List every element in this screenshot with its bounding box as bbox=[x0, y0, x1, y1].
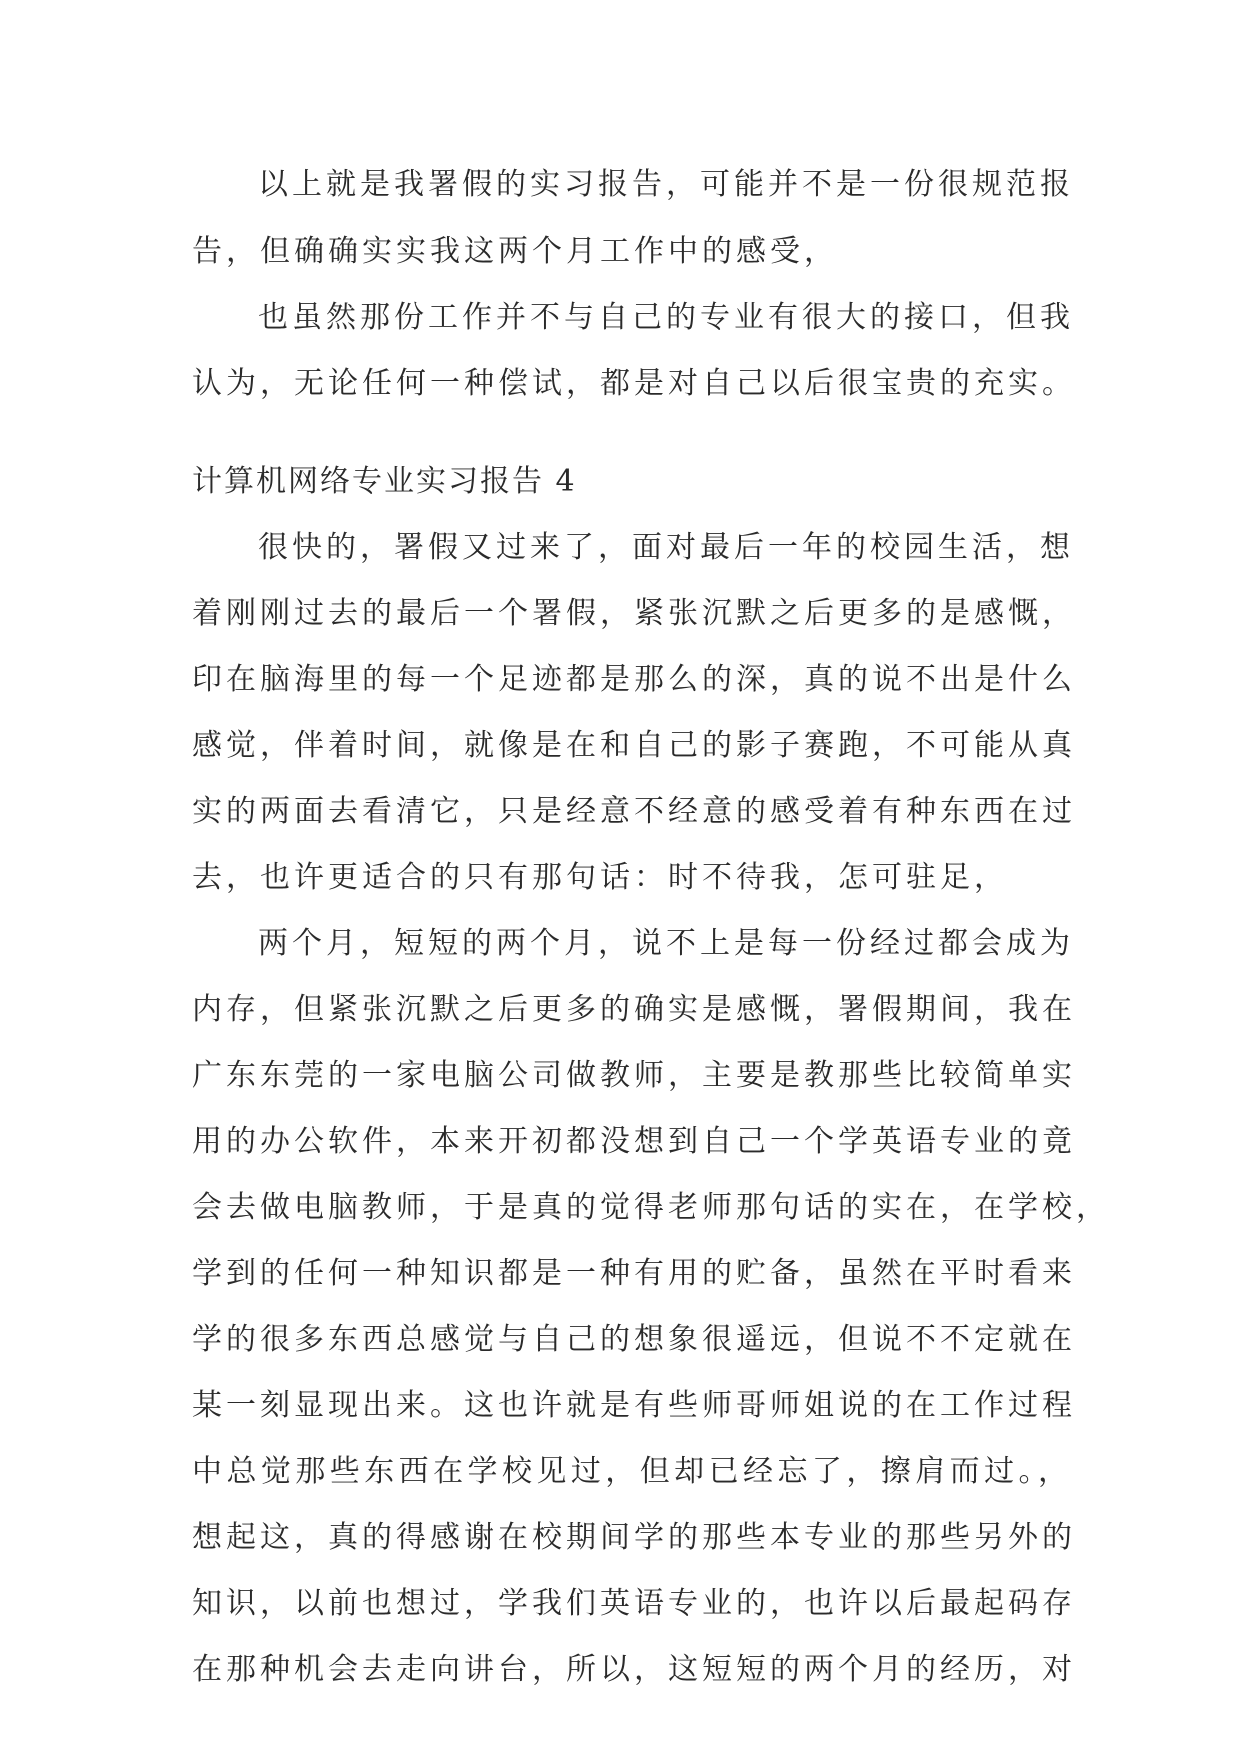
paragraph-line: 广东东莞的一家电脑公司做教师，主要是教那些比较简单实 bbox=[192, 1058, 1076, 1093]
paragraph-line: 学到的任何一种知识都是一种有用的贮备，虽然在平时看来 bbox=[192, 1256, 1076, 1291]
paragraph-line: 会去做电脑教师，于是真的觉得老师那句话的实在，在学校， bbox=[192, 1190, 1110, 1225]
paragraph-line: 感觉，伴着时间，就像是在和自己的影子赛跑，不可能从真 bbox=[192, 728, 1076, 763]
paragraph-line: 想起这，真的得感谢在校期间学的那些本专业的那些另外的 bbox=[192, 1520, 1076, 1555]
paragraph-line: 学的很多东西总感觉与自己的想象很遥远，但说不不定就在 bbox=[192, 1322, 1076, 1357]
paragraph-line: 在那种机会去走向讲台，所以，这短短的两个月的经历，对 bbox=[192, 1652, 1076, 1687]
section-heading: 计算机网络专业实习报告 4 bbox=[192, 464, 577, 499]
paragraph-line: 实的两面去看清它，只是经意不经意的感受着有种东西在过 bbox=[192, 794, 1076, 829]
paragraph-line: 以上就是我署假的实习报告，可能并不是一份很规范报 bbox=[258, 167, 1074, 202]
paragraph-line: 很快的，署假又过来了，面对最后一年的校园生活，想 bbox=[258, 530, 1074, 565]
paragraph-line: 中总觉那些东西在学校见过，但却已经忘了，擦肩而过。， bbox=[192, 1454, 1072, 1489]
paragraph-line: 着刚刚过去的最后一个署假，紧张沉默之后更多的是感慨， bbox=[192, 596, 1076, 631]
paragraph-line: 去，也许更适合的只有那句话：时不待我，怎可驻足， bbox=[192, 860, 1008, 895]
paragraph-line: 印在脑海里的每一个足迹都是那么的深，真的说不出是什么 bbox=[192, 662, 1076, 697]
paragraph-line: 两个月，短短的两个月，说不上是每一份经过都会成为 bbox=[258, 926, 1074, 961]
paragraph-line: 认为，无论任何一种偿试，都是对自己以后很宝贵的充实。 bbox=[192, 366, 1076, 401]
paragraph-line: 用的办公软件，本来开初都没想到自己一个学英语专业的竟 bbox=[192, 1124, 1076, 1159]
paragraph-line: 某一刻显现出来。这也许就是有些师哥师姐说的在工作过程 bbox=[192, 1388, 1076, 1423]
paragraph-line: 告，但确确实实我这两个月工作中的感受， bbox=[192, 234, 838, 269]
paragraph-line: 知识，以前也想过，学我们英语专业的，也许以后最起码存 bbox=[192, 1586, 1076, 1621]
paragraph-line: 内存，但紧张沉默之后更多的确实是感慨，署假期间，我在 bbox=[192, 992, 1076, 1027]
paragraph-line: 也虽然那份工作并不与自己的专业有很大的接口，但我 bbox=[258, 300, 1074, 335]
